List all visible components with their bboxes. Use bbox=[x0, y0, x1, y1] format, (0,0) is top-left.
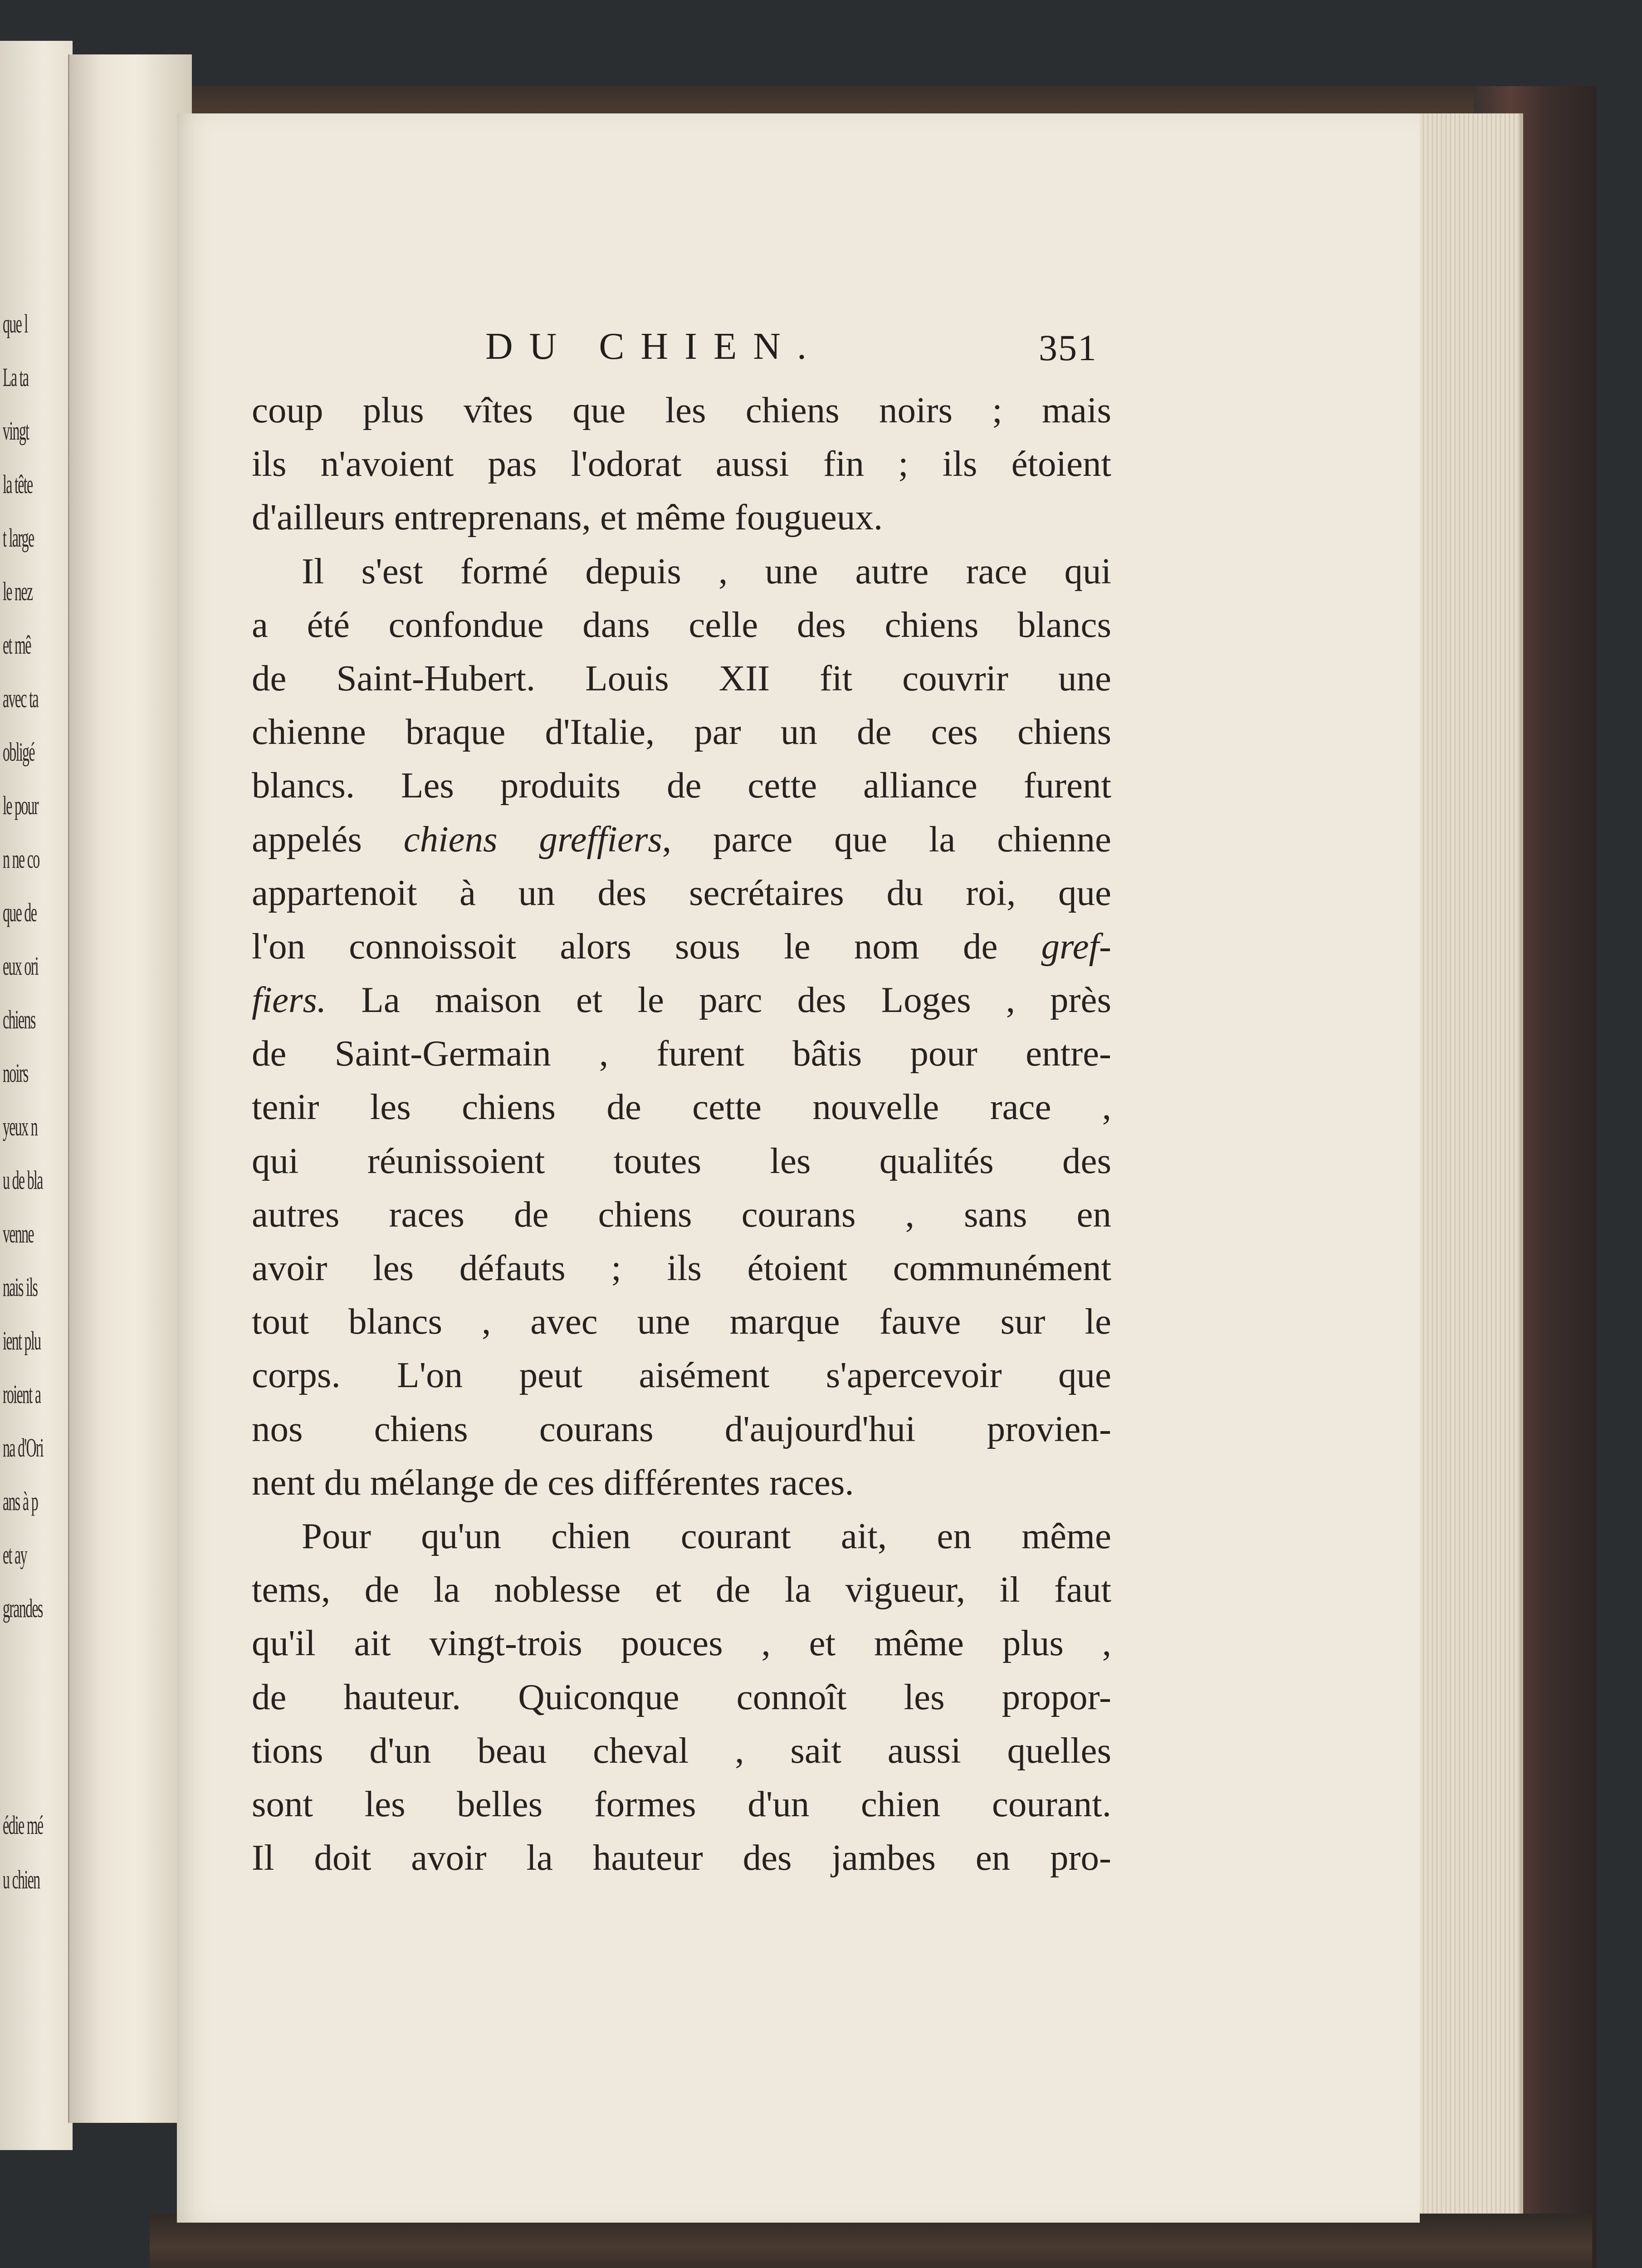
left-page-fragment: yeux n bbox=[3, 1112, 38, 1141]
text-span: , parce que la chienne bbox=[662, 818, 1111, 860]
left-page-fragment: avec ta bbox=[3, 684, 38, 713]
left-page-fragment: chiens bbox=[3, 1005, 35, 1034]
text-line: de hauteur. Quiconque connoît les propor- bbox=[252, 1676, 1111, 1717]
text-line: blancs. Les produits de cette alliance furent bbox=[252, 765, 1111, 806]
text-line: tout blancs , avec une marque fauve sur le bbox=[252, 1301, 1111, 1342]
text-line: chienne braque d'Italie, par un de ces chiens bbox=[252, 711, 1111, 753]
left-page-fragment: grandes bbox=[3, 1593, 43, 1623]
text-line: de Saint-Hubert. Louis XII fit couvrir une bbox=[252, 657, 1111, 699]
left-page-fragment: nais ils bbox=[3, 1272, 38, 1302]
body-text bbox=[252, 383, 1111, 1884]
left-page-fragment: La ta bbox=[3, 362, 29, 392]
left-page-fragment: na d'Ori bbox=[3, 1433, 44, 1462]
left-page-fragment: que l bbox=[3, 309, 28, 338]
left-page-fragment: ans à p bbox=[3, 1486, 38, 1516]
left-page-fragment: le nez bbox=[3, 577, 33, 606]
text-line: Pour qu'un chien courant ait, en même bbox=[302, 1515, 1111, 1556]
text-line: qu'il ait vingt-trois pouces , et même plus , bbox=[252, 1623, 1111, 1664]
text-line: nos chiens courans d'aujourd'hui provien- bbox=[252, 1408, 1111, 1449]
text-line bbox=[252, 919, 1111, 973]
left-page-fragment: noirs bbox=[3, 1058, 28, 1088]
text-line: autres races de chiens courans , sans en bbox=[252, 1193, 1111, 1235]
text-line: a été confondue dans celle des chiens blancs bbox=[252, 604, 1111, 645]
text-line: sont les belles formes d'un chien courant. bbox=[252, 1783, 1111, 1824]
text-line: nent du mélange de ces différentes races. bbox=[252, 1461, 854, 1503]
left-page-fragment: n ne co bbox=[3, 844, 39, 874]
left-page-fragment: ient plu bbox=[3, 1326, 41, 1355]
text-line: tions d'un beau cheval , sait aussi quelles bbox=[252, 1730, 1111, 1771]
text-line: d'ailleurs entreprenans, et même fougueux. bbox=[252, 497, 883, 538]
left-page-fragment: u chien bbox=[3, 1865, 40, 1894]
text-line: tenir les chiens de cette nouvelle race , bbox=[252, 1086, 1111, 1128]
left-page-fragment: obligé bbox=[3, 737, 34, 767]
left-page-fragment: u de bla bbox=[3, 1165, 43, 1195]
left-page-fragment: le pour bbox=[3, 791, 38, 820]
text-line: Il s'est formé depuis , une autre race qui bbox=[302, 550, 1111, 591]
text-span: l'on connoissoit alors sous le nom de bbox=[252, 925, 1041, 967]
left-page-fragment: la tête bbox=[3, 469, 33, 499]
text-line: avoir les défauts ; ils étoient communément bbox=[252, 1247, 1111, 1288]
left-page-fragment: roient a bbox=[3, 1379, 41, 1409]
left-page-curl bbox=[68, 54, 192, 2123]
left-page-fragment: eux ori bbox=[3, 951, 38, 981]
text-line: appartenoit à un des secrétaires du roi, que bbox=[252, 872, 1111, 913]
text-line: ils n'avoient pas l'odorat aussi fin ; ils étoient bbox=[252, 443, 1111, 484]
left-page-fragment: édie mé bbox=[3, 1810, 43, 1840]
left-page-fragment: venne bbox=[3, 1219, 34, 1248]
text-span: La maison et le parc des Loges , près bbox=[326, 979, 1111, 1021]
page-number: 351 bbox=[1039, 327, 1097, 368]
page-edges bbox=[1411, 113, 1523, 2223]
left-page-fragment: et ay bbox=[3, 1540, 27, 1569]
running-title: DU CHIEN. bbox=[485, 325, 823, 367]
text-line: coup plus vîtes que les chiens noirs ; mais bbox=[252, 390, 1111, 430]
text-span: appelés bbox=[252, 818, 404, 860]
text-line: tems, de la noblesse et de la vigueur, il faut bbox=[252, 1569, 1111, 1610]
left-page-fragment: que de bbox=[3, 898, 37, 927]
text-line bbox=[252, 973, 1111, 1026]
text-line: Il doit avoir la hauteur des jambes en pro- bbox=[252, 1837, 1111, 1878]
text-line bbox=[252, 812, 1111, 866]
left-page-fragment: et mê bbox=[3, 630, 31, 660]
text-line: qui réunissoient toutes les qualités des bbox=[252, 1140, 1111, 1181]
italic-term: chiens greffiers bbox=[403, 818, 662, 860]
left-page-fragment: vingt bbox=[3, 416, 29, 445]
italic-term: fiers. bbox=[252, 979, 327, 1021]
text-line: corps. L'on peut aisément s'apercevoir que bbox=[252, 1354, 1111, 1396]
italic-term: gref- bbox=[1041, 925, 1111, 967]
text-line: de Saint-Germain , furent bâtis pour entre- bbox=[252, 1033, 1111, 1074]
left-page-fragment: t large bbox=[3, 523, 34, 552]
